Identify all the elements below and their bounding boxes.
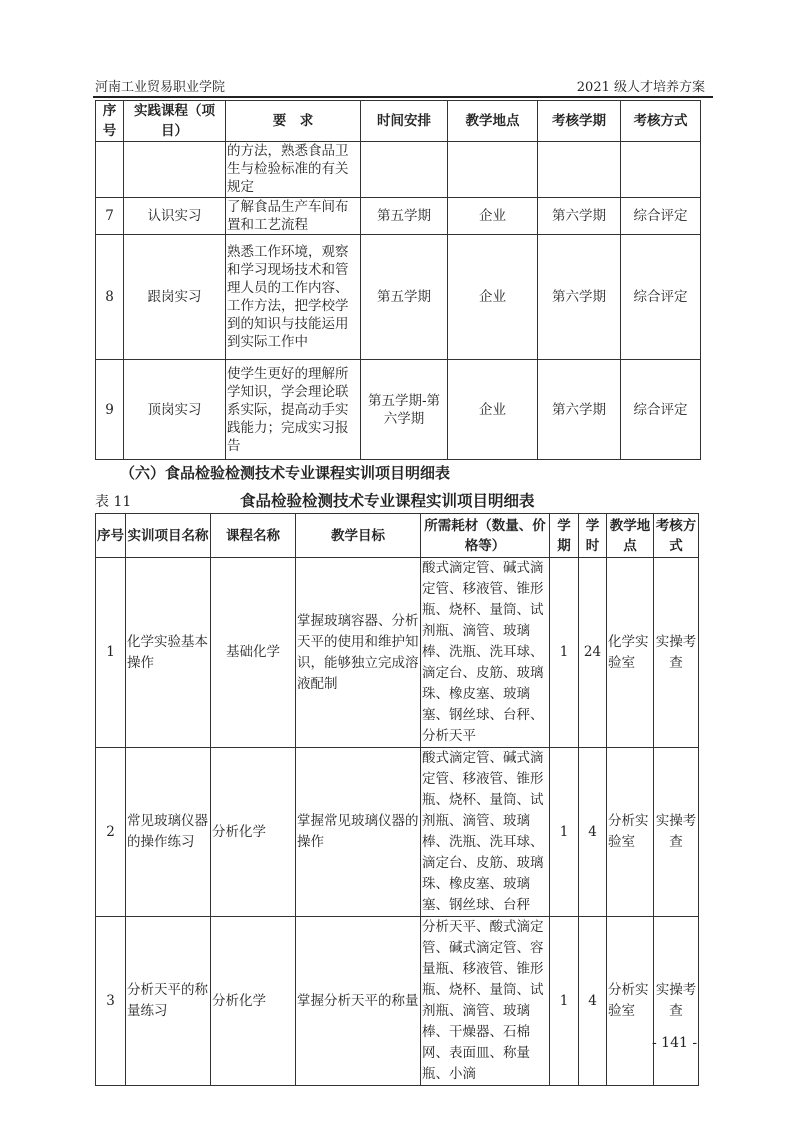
practice-course-table [95, 100, 701, 460]
table-cell: 第六学期 [538, 360, 621, 460]
table-cell: 企业 [448, 235, 538, 360]
column-header: 序号 [96, 101, 124, 142]
table-cell: 2 [96, 748, 126, 917]
training-project-table [95, 513, 699, 1086]
table-cell: 常见玻璃仪器的操作练习 [126, 748, 211, 917]
table-cell: 1 [550, 917, 579, 1086]
column-header: 实践课程（项目） [124, 101, 226, 142]
table-cell: 9 [96, 360, 124, 460]
table-cell: 实操考查 [654, 748, 699, 917]
table-cell: 掌握玻璃容器、分析天平的使用和维护知识，能够独立完成溶液配制 [296, 558, 421, 748]
table-cell: 跟岗实习 [124, 235, 226, 360]
table-cell: 第五学期 [361, 198, 448, 235]
column-header: 所需耗材（数量、价格等） [421, 514, 550, 558]
table-row [96, 235, 701, 360]
table-row [96, 558, 699, 748]
table-cell: 分析天平的称量练习 [126, 917, 211, 1086]
table-cell: 7 [96, 198, 124, 235]
table-cell: 的方法，熟悉食品卫生与检验标准的有关规定 [226, 142, 361, 198]
table-cell: 分析实验室 [607, 748, 654, 917]
table-cell: 企业 [448, 198, 538, 235]
table-cell [538, 142, 621, 198]
column-header: 教学地点 [607, 514, 654, 558]
table-number: 表 11 [95, 494, 132, 510]
table-cell: 第六学期 [538, 235, 621, 360]
table-cell: 掌握常见玻璃仪器的操作 [296, 748, 421, 917]
table-cell: 认识实习 [124, 198, 226, 235]
table-cell: 掌握分析天平的称量 [296, 917, 421, 1086]
table-cell: 3 [96, 917, 126, 1086]
column-header: 课程名称 [211, 514, 296, 558]
column-header: 序号 [96, 514, 126, 558]
column-header: 时间安排 [361, 101, 448, 142]
table-row [96, 917, 699, 1086]
table-cell: 1 [96, 558, 126, 748]
column-header: 学期 [550, 514, 579, 558]
page-number: - 141 - [652, 1035, 698, 1051]
table-cell: 24 [579, 558, 607, 748]
table-cell: 酸式滴定管、碱式滴定管、移液管、锥形瓶、烧杯、量筒、试剂瓶、滴管、玻璃棒、洗瓶、洗耳球、滴定台、皮筋、玻璃珠、橡皮塞、玻璃塞、钢丝球、台秤 [421, 748, 550, 917]
table-cell: 化学实验室 [607, 558, 654, 748]
table-cell: 综合评定 [621, 360, 701, 460]
header-program: 2021 级人才培养方案 [576, 80, 705, 95]
table-cell: 4 [579, 748, 607, 917]
table-cell: 综合评定 [621, 198, 701, 235]
table-row [96, 142, 701, 198]
column-header: 考核学期 [538, 101, 621, 142]
table-cell [621, 142, 701, 198]
table-cell: 实操考查 [654, 917, 699, 1086]
table-row [96, 360, 701, 460]
column-header: 考核方式 [654, 514, 699, 558]
table-cell [361, 142, 448, 198]
table-title: 食品检验检测技术专业课程实训项目明细表 [240, 491, 535, 510]
table-cell: 综合评定 [621, 235, 701, 360]
column-header: 教学目标 [296, 514, 421, 558]
table-cell: 分析化学 [211, 748, 296, 917]
table-cell: 了解食品生产车间布置和工艺流程 [226, 198, 361, 235]
table-cell: 8 [96, 235, 124, 360]
table-cell: 酸式滴定管、碱式滴定管、移液管、锥形瓶、烧杯、量筒、试剂瓶、滴管、玻璃棒、洗瓶、洗耳球、滴定台、皮筋、玻璃珠、橡皮塞、玻璃塞、钢丝球、台秤、分析天平 [421, 558, 550, 748]
table-cell: 化学实验基本操作 [126, 558, 211, 748]
table-cell: 顶岗实习 [124, 360, 226, 460]
table-cell: 使学生更好的理解所学知识，学会理论联系实际，提高动手实践能力；完成实习报告 [226, 360, 361, 460]
table-cell: 第五学期 [361, 235, 448, 360]
table-cell: 企业 [448, 360, 538, 460]
table-cell [96, 142, 124, 198]
table-cell: 第六学期 [538, 198, 621, 235]
header-divider [93, 96, 713, 98]
column-header: 教学地点 [448, 101, 538, 142]
column-header: 实训项目名称 [126, 514, 211, 558]
section-heading: （六）食品检验检测技术专业课程实训项目明细表 [120, 464, 451, 482]
table-cell: 1 [550, 558, 579, 748]
column-header: 考核方式 [621, 101, 701, 142]
table-cell: 第五学期-第六学期 [361, 360, 448, 460]
table-cell [124, 142, 226, 198]
table-cell: 分析化学 [211, 917, 296, 1086]
table-cell: 分析实验室 [607, 917, 654, 1086]
table-cell [448, 142, 538, 198]
table-row [96, 198, 701, 235]
table-cell: 熟悉工作环境，观察和学习现场技术和管理人员的工作内容、工作方法，把学校学到的知识与技能运用到实际工作中 [226, 235, 361, 360]
table-cell: 实操考查 [654, 558, 699, 748]
table-row [96, 748, 699, 917]
header-institution: 河南工业贸易职业学院 [95, 80, 226, 95]
column-header: 要 求 [226, 101, 361, 142]
table-cell: 4 [579, 917, 607, 1086]
table-cell: 1 [550, 748, 579, 917]
column-header: 学时 [579, 514, 607, 558]
table-cell: 分析天平、酸式滴定管、碱式滴定管、容量瓶、移液管、锥形瓶、烧杯、量筒、试剂瓶、滴管、玻璃棒、干燥器、石棉网、表面皿、称量瓶、小滴 [421, 917, 550, 1086]
table-cell: 基础化学 [211, 558, 296, 748]
